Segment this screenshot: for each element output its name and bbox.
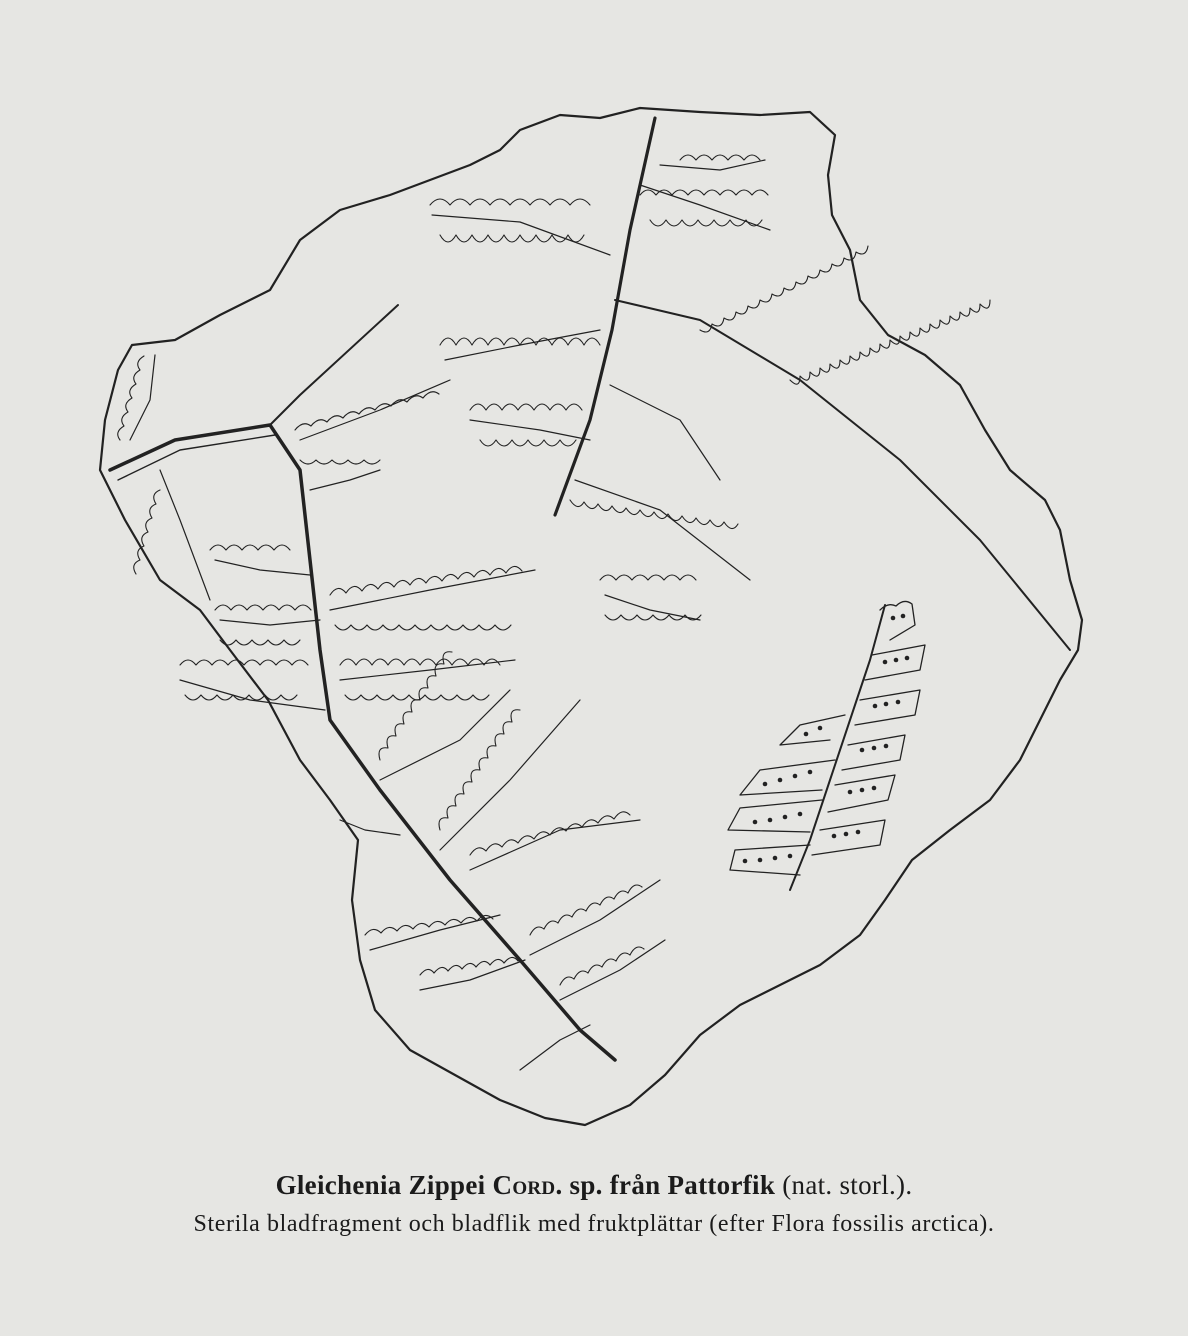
- fertile-pinna: [728, 601, 925, 890]
- caption-author: Cord: [492, 1170, 556, 1200]
- upper-rachis: [555, 118, 655, 515]
- stone-slab-outline: [100, 108, 1082, 1125]
- figure-caption: [0, 1165, 1188, 1241]
- caption-description: Sterila bladfragment och bladflik med fruktplättar (efter Flora fossilis arctica).: [193, 1211, 995, 1237]
- caption-title: [0, 1165, 1188, 1205]
- caption-locality: . sp. från Pattorfik: [555, 1170, 776, 1200]
- caption-scale-note: (nat. storl.).: [775, 1170, 913, 1200]
- caption-species: Gleichenia Zippei: [275, 1170, 486, 1200]
